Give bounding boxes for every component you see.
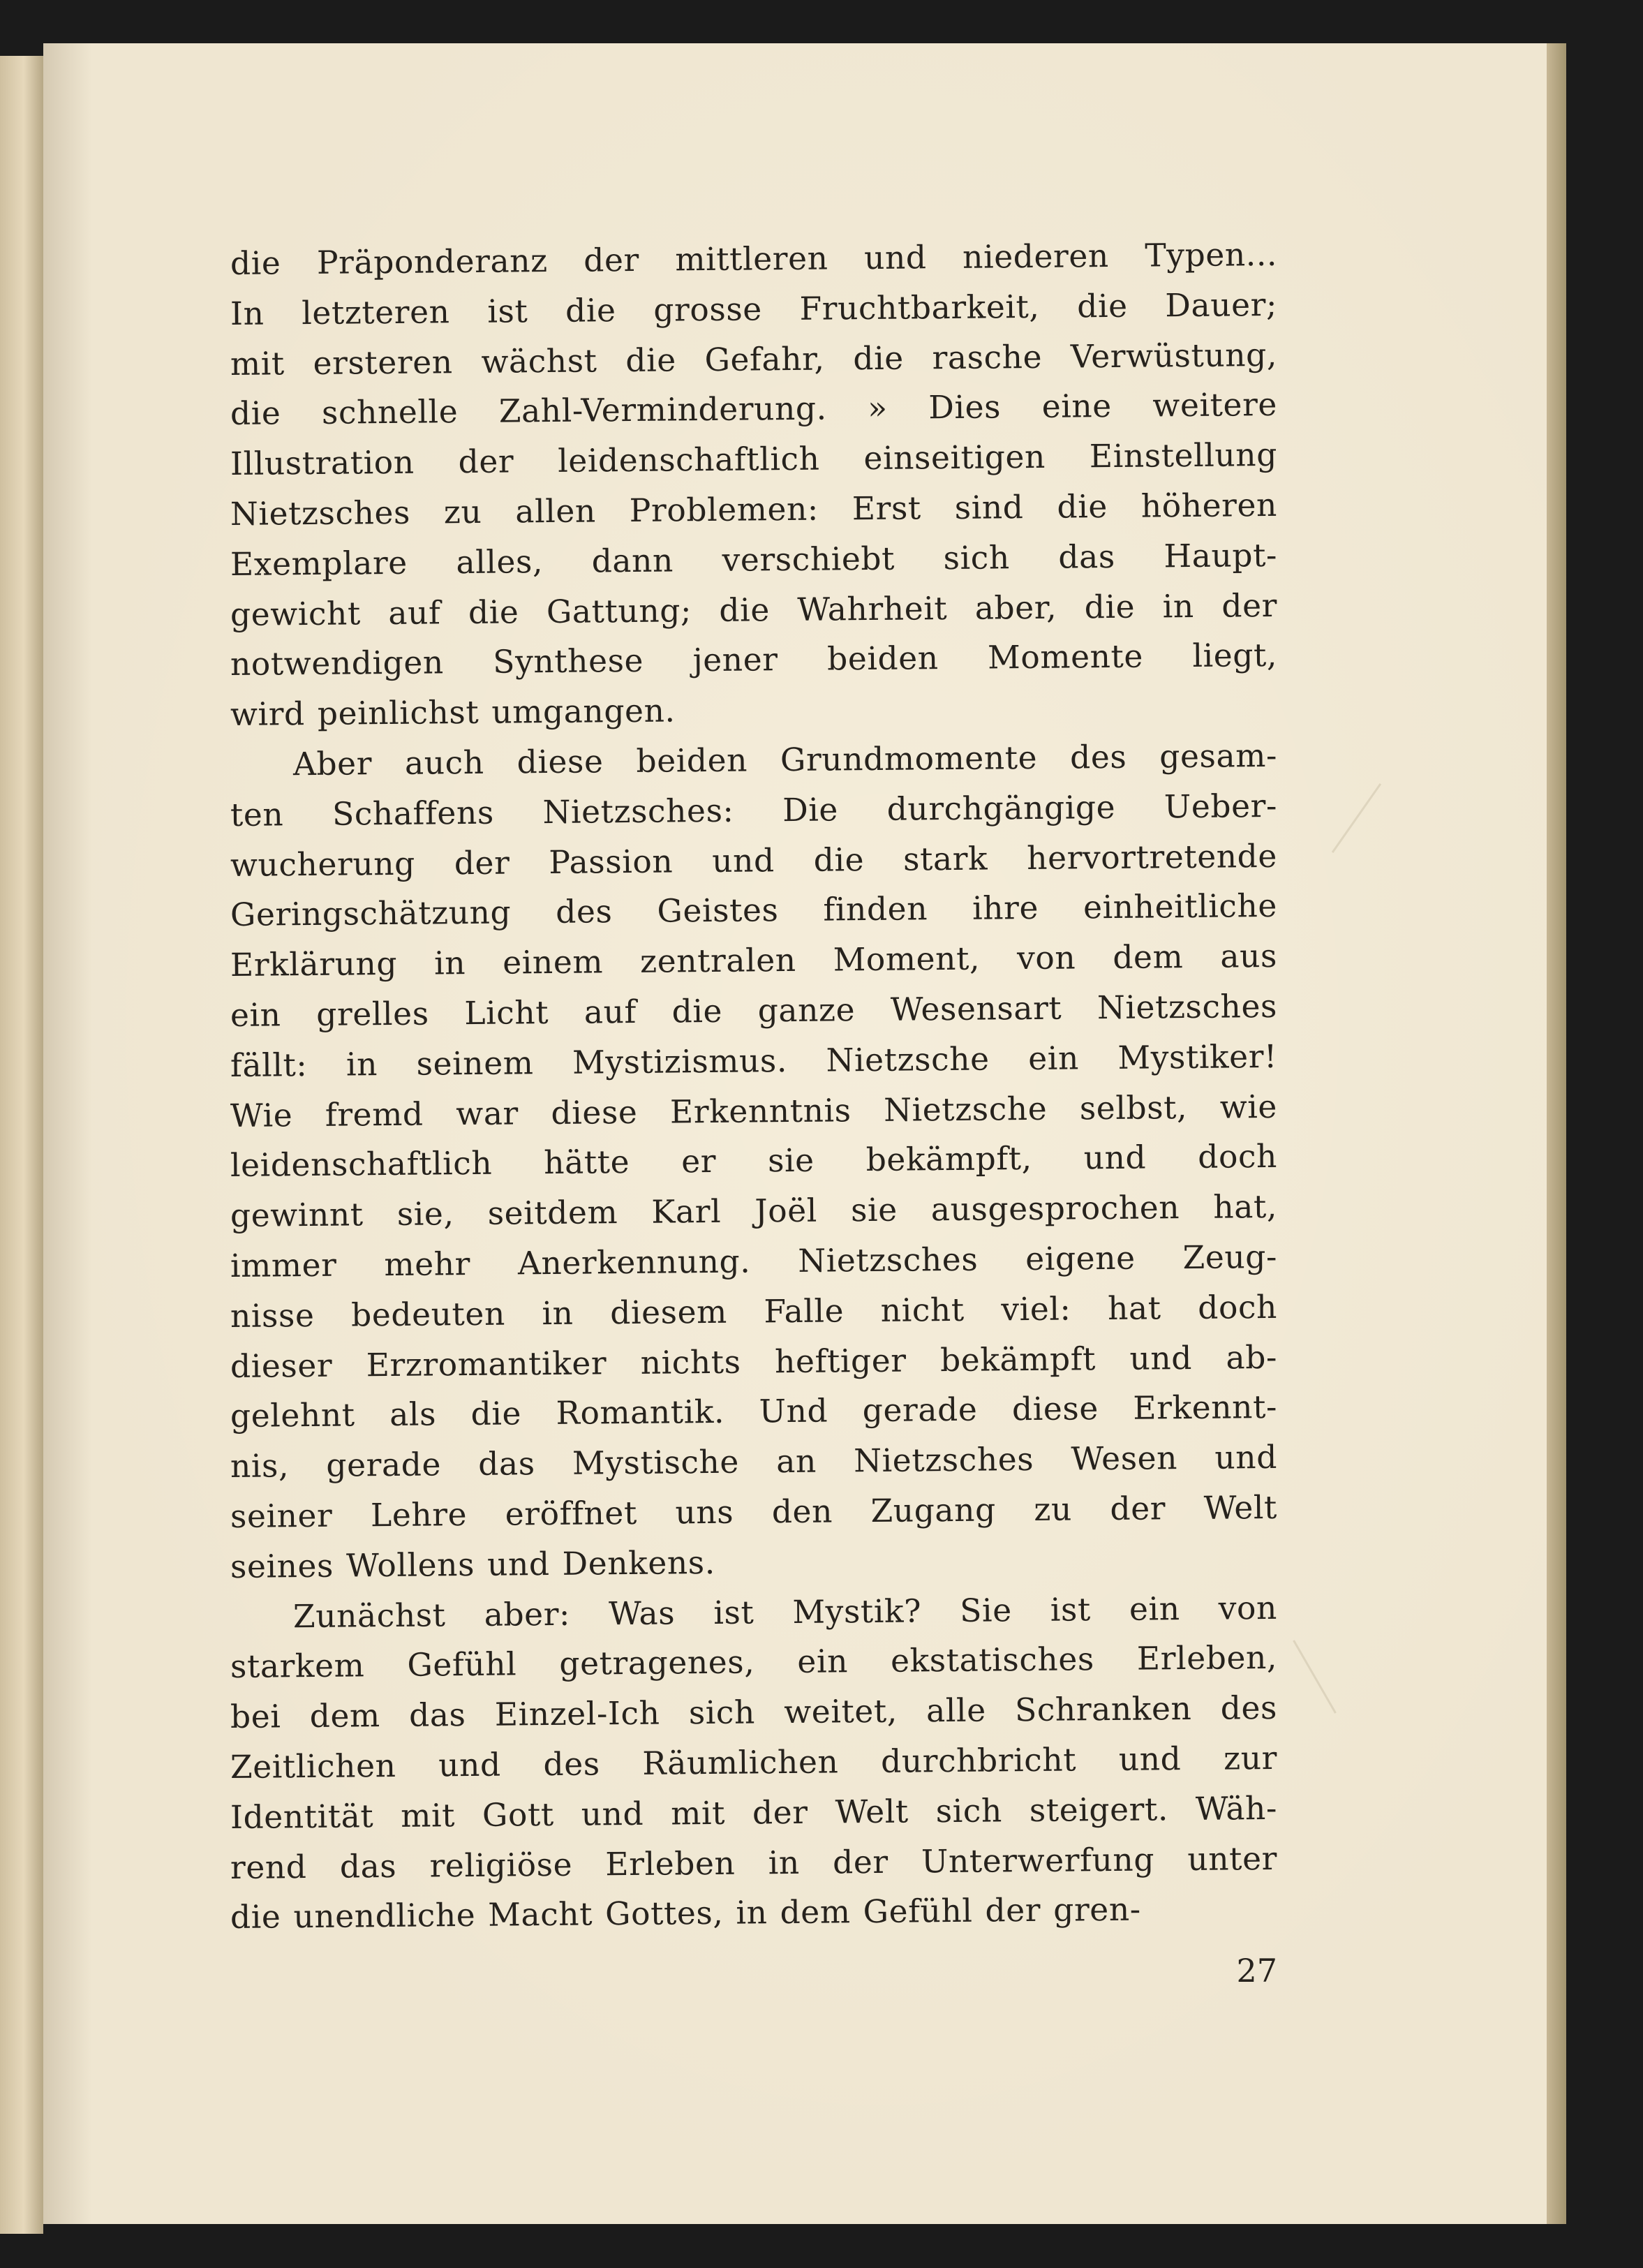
text-line: Zunächst aber: Was ist Mystik? Sie ist ein von <box>292 1589 1278 1635</box>
text-line: nisse bedeuten in diesem Falle nicht viel: hat doch <box>230 1288 1278 1335</box>
text-line: ein grelles Licht auf die ganze Wesensart Nietzsches <box>230 987 1278 1034</box>
bleed-through-mark <box>1293 1640 1337 1713</box>
text-line: gewinnt sie, seitdem Karl Joël sie ausgesprochen hat, <box>230 1188 1278 1235</box>
text-line: immer mehr Anerkennung. Nietzsches eigene Zeug- <box>230 1238 1278 1284</box>
text-line: gewicht auf die Gattung; die Wahrheit aber, die in der <box>230 586 1278 633</box>
left-page-edge <box>0 56 43 2234</box>
text-line: fällt: in seinem Mystizismus. Nietzsche ein Mystiker! <box>230 1037 1278 1084</box>
paragraph <box>230 736 1278 1592</box>
text-line: notwendigen Synthese jener beiden Momente liegt, <box>230 637 1278 683</box>
text-line: seiner Lehre eröffnet uns den Zugang zu der Welt <box>230 1488 1278 1535</box>
text-line: Illustration der leidenschaftlich einseitigen Einstellung <box>230 436 1278 483</box>
text-line: die schnelle Zahl-Verminderung. » Dies eine weitere <box>230 386 1278 433</box>
text-line: wird peinlichst umgangen. <box>230 692 676 734</box>
text-line: Exemplare alles, dann verschiebt sich das Haupt- <box>230 536 1278 583</box>
text-line: Nietzsches zu allen Problemen: Erst sind die höheren <box>230 486 1278 533</box>
text-line: die Präponderanz der mittleren und niederen Typen... <box>230 235 1278 282</box>
text-line: seines Wollens und Denkens. <box>230 1543 716 1585</box>
body-text <box>230 235 1278 1943</box>
text-line: wucherung der Passion und die stark hervortretende <box>230 837 1278 884</box>
text-line: Wie fremd war diese Erkenntnis Nietzsche selbst, wie <box>230 1088 1278 1134</box>
page-fore-edge <box>1547 43 1566 2224</box>
text-line: gelehnt als die Romantik. Und gerade diese Erkennt- <box>230 1388 1278 1435</box>
text-line: leidenschaftlich hätte er sie bekämpft, und doch <box>230 1138 1278 1185</box>
text-line: Aber auch diese beiden Grundmomente des gesam- <box>292 736 1278 783</box>
text-line: Geringschätzung des Geistes finden ihre einheitliche <box>230 887 1278 934</box>
text-line: nis, gerade das Mystische an Nietzsches Wesen und <box>230 1439 1278 1485</box>
bleed-through-mark <box>1332 783 1381 853</box>
text-line: ten Schaffens Nietzsches: Die durchgängige Ueber- <box>230 787 1278 833</box>
paragraph <box>230 235 1278 740</box>
text-line: die unendliche Macht Gottes, in dem Gefühl der gren- <box>230 1890 1141 1936</box>
text-line: dieser Erzromantiker nichts heftiger bekämpft und ab- <box>230 1338 1278 1385</box>
paragraph <box>230 1589 1278 1943</box>
text-line: mit ersteren wächst die Gefahr, die rasche Verwüstung, <box>230 336 1278 383</box>
text-line: rend das religiöse Erleben in der Unterwerfung unter <box>230 1839 1278 1886</box>
text-line: Erklärung in einem zentralen Moment, von dem aus <box>230 937 1278 984</box>
text-line: Zeitlichen und des Räumlichen durchbricht und zur <box>230 1739 1278 1786</box>
text-line: Identität mit Gott und mit der Welt sich steigert. Wäh- <box>230 1789 1278 1836</box>
text-line: bei dem das Einzel-Ich sich weitet, alle Schranken des <box>230 1689 1278 1736</box>
text-line: In letzteren ist die grosse Fruchtbarkeit, die Dauer; <box>230 286 1278 332</box>
page-number: 27 <box>1236 1952 1277 1989</box>
text-line: starkem Gefühl getragenes, ein ekstatisches Erleben, <box>230 1639 1278 1686</box>
book-page <box>43 43 1566 2224</box>
